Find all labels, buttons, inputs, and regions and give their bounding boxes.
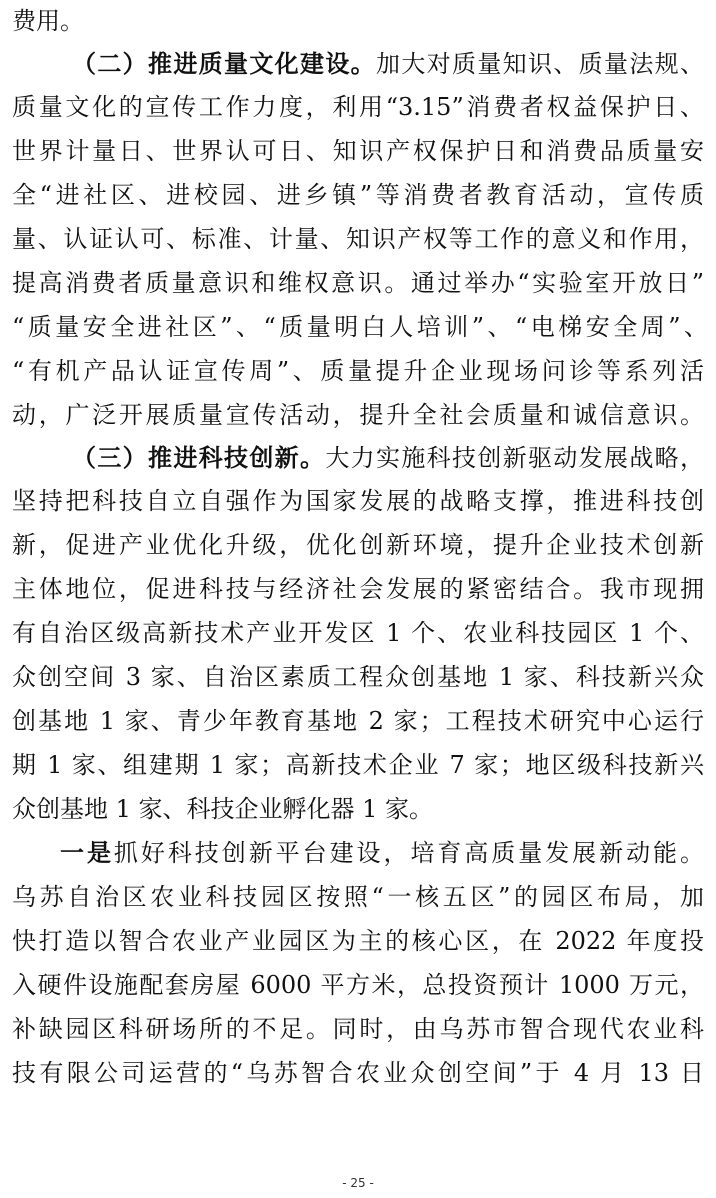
text-line: 期 1 家、组建期 1 家；高新技术企业 7 家；地区级科技新兴 bbox=[12, 751, 704, 779]
subsection-marker: 一是 bbox=[60, 838, 114, 867]
text-line: “有机产品认证宣传周”、质量提升企业现场问诊等系列活 bbox=[12, 357, 704, 385]
line-text: 费用。 bbox=[12, 7, 84, 35]
text-line: 主体地位，促进科技与经济社会发展的紧密结合。我市现拥 bbox=[12, 575, 704, 603]
text-line: 新，促进产业优化升级，优化创新环境，提升企业技术创新 bbox=[12, 531, 704, 559]
text-line: 动，广泛开展质量宣传活动，提升全社会质量和诚信意识。 bbox=[12, 401, 704, 429]
section-heading-quality-culture: （二）推进质量文化建设。 bbox=[72, 49, 376, 78]
text-line: 入硬件设施配套房屋 6000 平方米，总投资预计 1000 万元， bbox=[12, 971, 704, 999]
text-line: 技有限公司运营的“乌苏智合农业众创空间”于 4 月 13 日 bbox=[12, 1059, 704, 1087]
text-line: 快打造以智合农业产业园区为主的核心区，在 2022 年度投 bbox=[12, 927, 704, 955]
text-line bbox=[12, 6, 692, 36]
line-text: 抓好科技创新平台建设，培育高质量发展新动能。 bbox=[113, 839, 704, 867]
section-heading-tech-innovation: （三）推进科技创新。 bbox=[72, 443, 326, 472]
line-text: 大力实施科技创新驱动发展战略， bbox=[325, 444, 704, 472]
text-line: 质量文化的宣传工作力度，利用“3.15”消费者权益保护日、 bbox=[12, 93, 704, 121]
line-text: 加大对质量知识、质量法规、 bbox=[376, 50, 704, 78]
text-line: 提高消费者质量意识和维权意识。通过举办“实验室开放日” bbox=[12, 269, 704, 297]
page-number: - 25 - bbox=[342, 1176, 374, 1190]
subsection-line bbox=[60, 838, 704, 868]
text-line: 补缺园区科研场所的不足。同时，由乌苏市智合现代农业科 bbox=[12, 1015, 704, 1043]
text-line: 全“进社区、进校园、进乡镇”等消费者教育活动，宣传质 bbox=[12, 181, 704, 209]
text-line: 众创空间 3 家、自治区素质工程众创基地 1 家、科技新兴众 bbox=[12, 663, 704, 691]
section-heading-line bbox=[72, 49, 704, 79]
text-line: 坚持把科技自立自强作为国家发展的战略支撑，推进科技创 bbox=[12, 487, 704, 515]
text-line: 众创基地 1 家、科技企业孵化器 1 家。 bbox=[12, 795, 434, 823]
text-line: 世界计量日、世界认可日、知识产权保护日和消费品质量安 bbox=[12, 137, 704, 165]
text-line: 有自治区级高新技术产业开发区 1 个、农业科技园区 1 个、 bbox=[12, 619, 704, 647]
text-line: 创基地 1 家、青少年教育基地 2 家；工程技术研究中心运行 bbox=[12, 707, 704, 735]
text-line: “质量安全进社区”、“质量明白人培训”、“电梯安全周”、 bbox=[12, 313, 708, 341]
text-line: 乌苏自治区农业科技园区按照“一核五区”的园区布局，加 bbox=[12, 883, 704, 911]
section-heading-line bbox=[72, 443, 704, 473]
text-line: 量、认证认可、标准、计量、知识产权等工作的意义和作用， bbox=[12, 225, 704, 253]
